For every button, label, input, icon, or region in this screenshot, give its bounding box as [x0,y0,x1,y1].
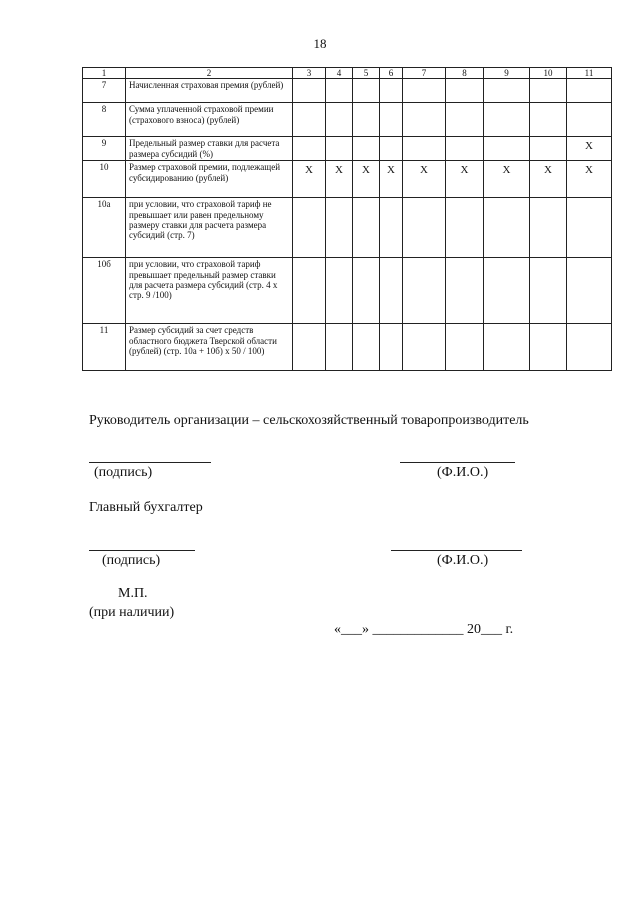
table-row [83,137,612,161]
column-header: 10 [530,68,567,79]
table-cell [380,324,403,371]
row-label: Размер субсидий за счет средств областного бюджета Тверской области (рублей) (стр. 10а + 10б) х 50 / 100) [126,324,293,371]
table-cell [380,198,403,258]
table-cell [326,324,353,371]
table-cell [567,198,612,258]
accountant-title: Главный бухгалтер [89,500,203,515]
page-number: 18 [313,36,327,51]
table-cell [484,79,530,103]
table-cell: Х [484,161,530,198]
table-cell [530,79,567,103]
table-cell: Х [326,161,353,198]
table-cell [567,79,612,103]
table-cell [353,198,380,258]
row-label: Сумма уплаченной страховой премии (страхового взноса) (рублей) [126,103,293,137]
row-label: Размер страховой премии, подлежащей субсидированию (рублей) [126,161,293,198]
row-label: при условии, что страховой тариф превышает предельный размер ставки для расчета размера субсидий (стр. 4 х стр. 9 /100) [126,258,293,324]
table-cell [403,137,446,161]
table-cell [293,324,326,371]
column-header: 9 [484,68,530,79]
table-cell: Х [293,161,326,198]
head-signature-caption: (подпись) [94,465,153,480]
table-cell [326,103,353,137]
table-cell: Х [380,161,403,198]
table-cell [380,137,403,161]
column-header: 6 [380,68,403,79]
table-cell [484,198,530,258]
accountant-signature-caption: (подпись) [102,553,161,568]
table-cell [326,258,353,324]
table-cell [446,79,484,103]
row-number: 10 [83,161,126,198]
table-cell [293,137,326,161]
table-cell [326,198,353,258]
table-cell [326,79,353,103]
table-cell [353,103,380,137]
table-row [83,103,612,137]
row-label: Предельный размер ставки для расчета размера субсидий (%) [126,137,293,161]
table-cell [446,198,484,258]
table-cell [353,324,380,371]
accountant-signature-line [89,550,195,551]
table-cell [403,103,446,137]
row-number: 11 [83,324,126,371]
table-cell [530,103,567,137]
table-cell [403,258,446,324]
header-row [83,68,612,79]
table-cell [484,103,530,137]
table-cell [484,324,530,371]
table-cell [380,103,403,137]
column-header: 2 [126,68,293,79]
table-cell [567,103,612,137]
accountant-name-caption: (Ф.И.О.) [437,553,489,568]
table-cell [530,324,567,371]
table-cell [567,324,612,371]
table-cell [446,137,484,161]
table-cell: Х [530,161,567,198]
subsidy-table [82,67,612,371]
table-cell [446,258,484,324]
table-cell: Х [353,161,380,198]
table-cell [446,103,484,137]
seal-note: (при наличии) [89,605,175,620]
table-cell [293,198,326,258]
row-label: Начисленная страховая премия (рублей) [126,79,293,103]
row-number: 10б [83,258,126,324]
row-number: 8 [83,103,126,137]
column-header: 11 [567,68,612,79]
table-body [83,68,612,371]
table-cell: Х [567,161,612,198]
column-header: 3 [293,68,326,79]
column-header: 7 [403,68,446,79]
head-title: Руководитель организации – сельскохозяйственный товаропроизводитель [89,413,529,428]
table-cell [380,258,403,324]
table-cell [403,324,446,371]
row-number: 7 [83,79,126,103]
accountant-name-line [391,550,522,551]
table-cell [403,79,446,103]
head-signature-line [89,462,211,463]
table-row [83,324,612,371]
column-header: 1 [83,68,126,79]
table-cell: Х [446,161,484,198]
table-row [83,198,612,258]
column-header: 5 [353,68,380,79]
row-number: 9 [83,137,126,161]
head-name-caption: (Ф.И.О.) [437,465,489,480]
date-line: «___» _____________ 20___ г. [334,622,514,637]
column-header: 4 [326,68,353,79]
table-cell [353,79,380,103]
table-cell: Х [403,161,446,198]
table-row [83,79,612,103]
row-number: 10а [83,198,126,258]
table-cell [293,79,326,103]
table-cell [484,258,530,324]
row-label: при условии, что страховой тариф не превышает или равен предельному размеру ставки для расчета размера субсидий (стр. 7) [126,198,293,258]
table-cell [293,258,326,324]
table-cell [567,258,612,324]
table-cell: Х [567,137,612,161]
table-cell [353,137,380,161]
head-name-line [400,462,515,463]
table-row [83,161,612,198]
table-row [83,258,612,324]
table-cell [380,79,403,103]
table-cell [326,137,353,161]
seal-label: М.П. [118,586,148,601]
table-cell [530,258,567,324]
table-cell [530,198,567,258]
table-cell [353,258,380,324]
table-cell [403,198,446,258]
column-header: 8 [446,68,484,79]
table-cell [484,137,530,161]
table-cell [446,324,484,371]
table-cell [293,103,326,137]
table-cell [530,137,567,161]
